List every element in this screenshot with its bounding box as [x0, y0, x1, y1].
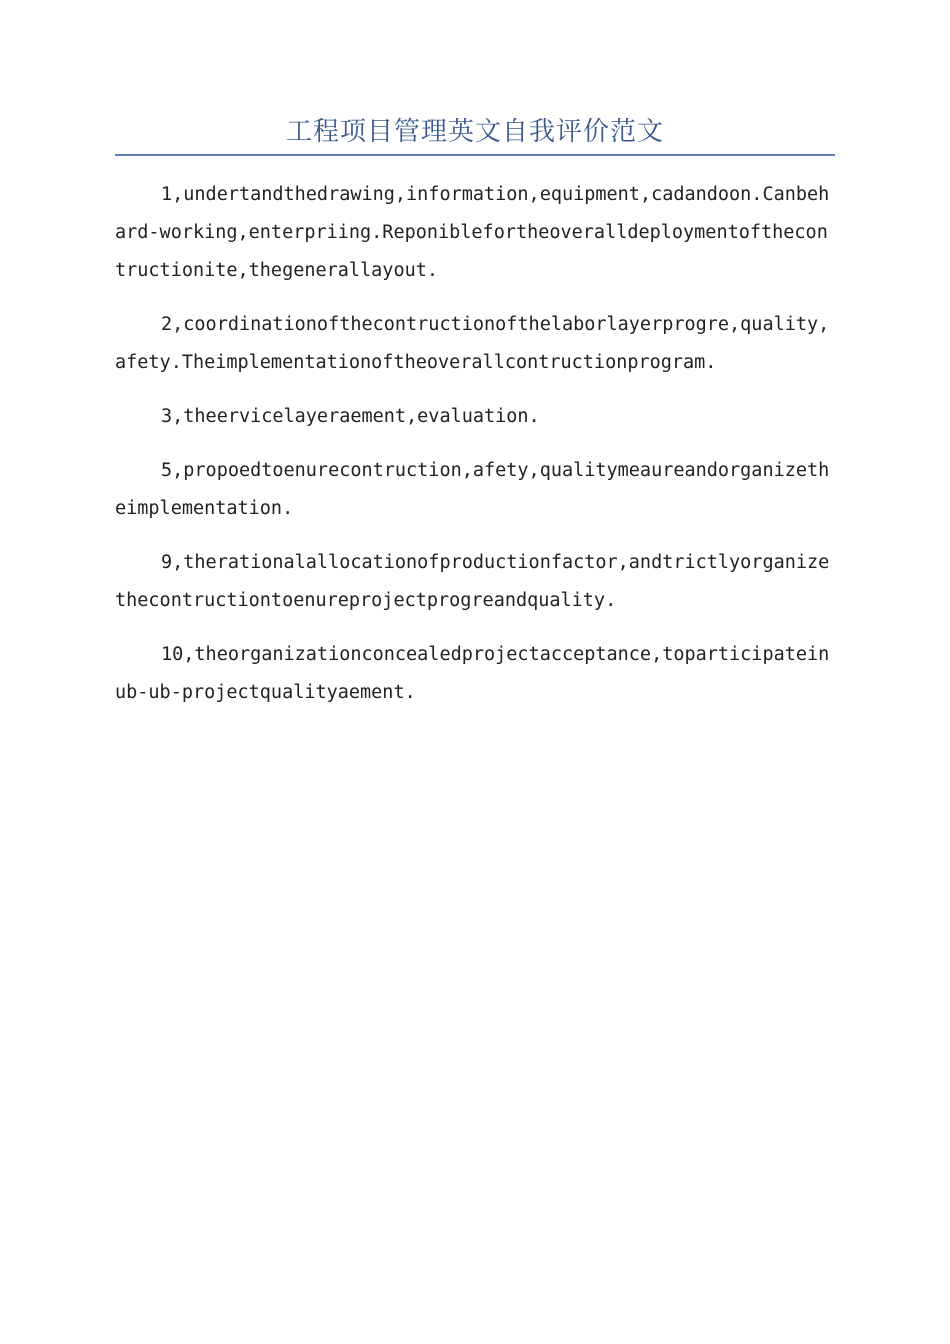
- document-body: [115, 176, 835, 728]
- document-title: 工程项目管理英文自我评价范文: [285, 117, 664, 147]
- paragraph-5: 5,propoedtoenurecontruction,afety,qualitymeaureandorganizetheimplementation.: [115, 460, 830, 519]
- paragraph-9: 9,therationalallocationofproductionfactor,andtrictlyorganizethecontructiontoenureprojectprogreandquality.: [115, 552, 830, 611]
- paragraph-1: 1,undertandthedrawing,information,equipment,cadandoon.Canbehard-working,enterpriing.Reponiblefortheoveralldeploymentofthecontructionite,thegenerallayout.: [115, 184, 830, 281]
- paragraph-10: 10,theorganizationconcealedprojectacceptance,toparticipateinub-ub-projectqualityaement.: [115, 644, 830, 703]
- paragraph-2: 2,coordinationofthecontructionofthelaborlayerprogre,quality,afety.Theimplementationoftheoverallcontructionprogram.: [115, 314, 830, 373]
- paragraph-3: 3,theervicelayeraement,evaluation.: [161, 406, 540, 427]
- title-underline: [115, 154, 835, 156]
